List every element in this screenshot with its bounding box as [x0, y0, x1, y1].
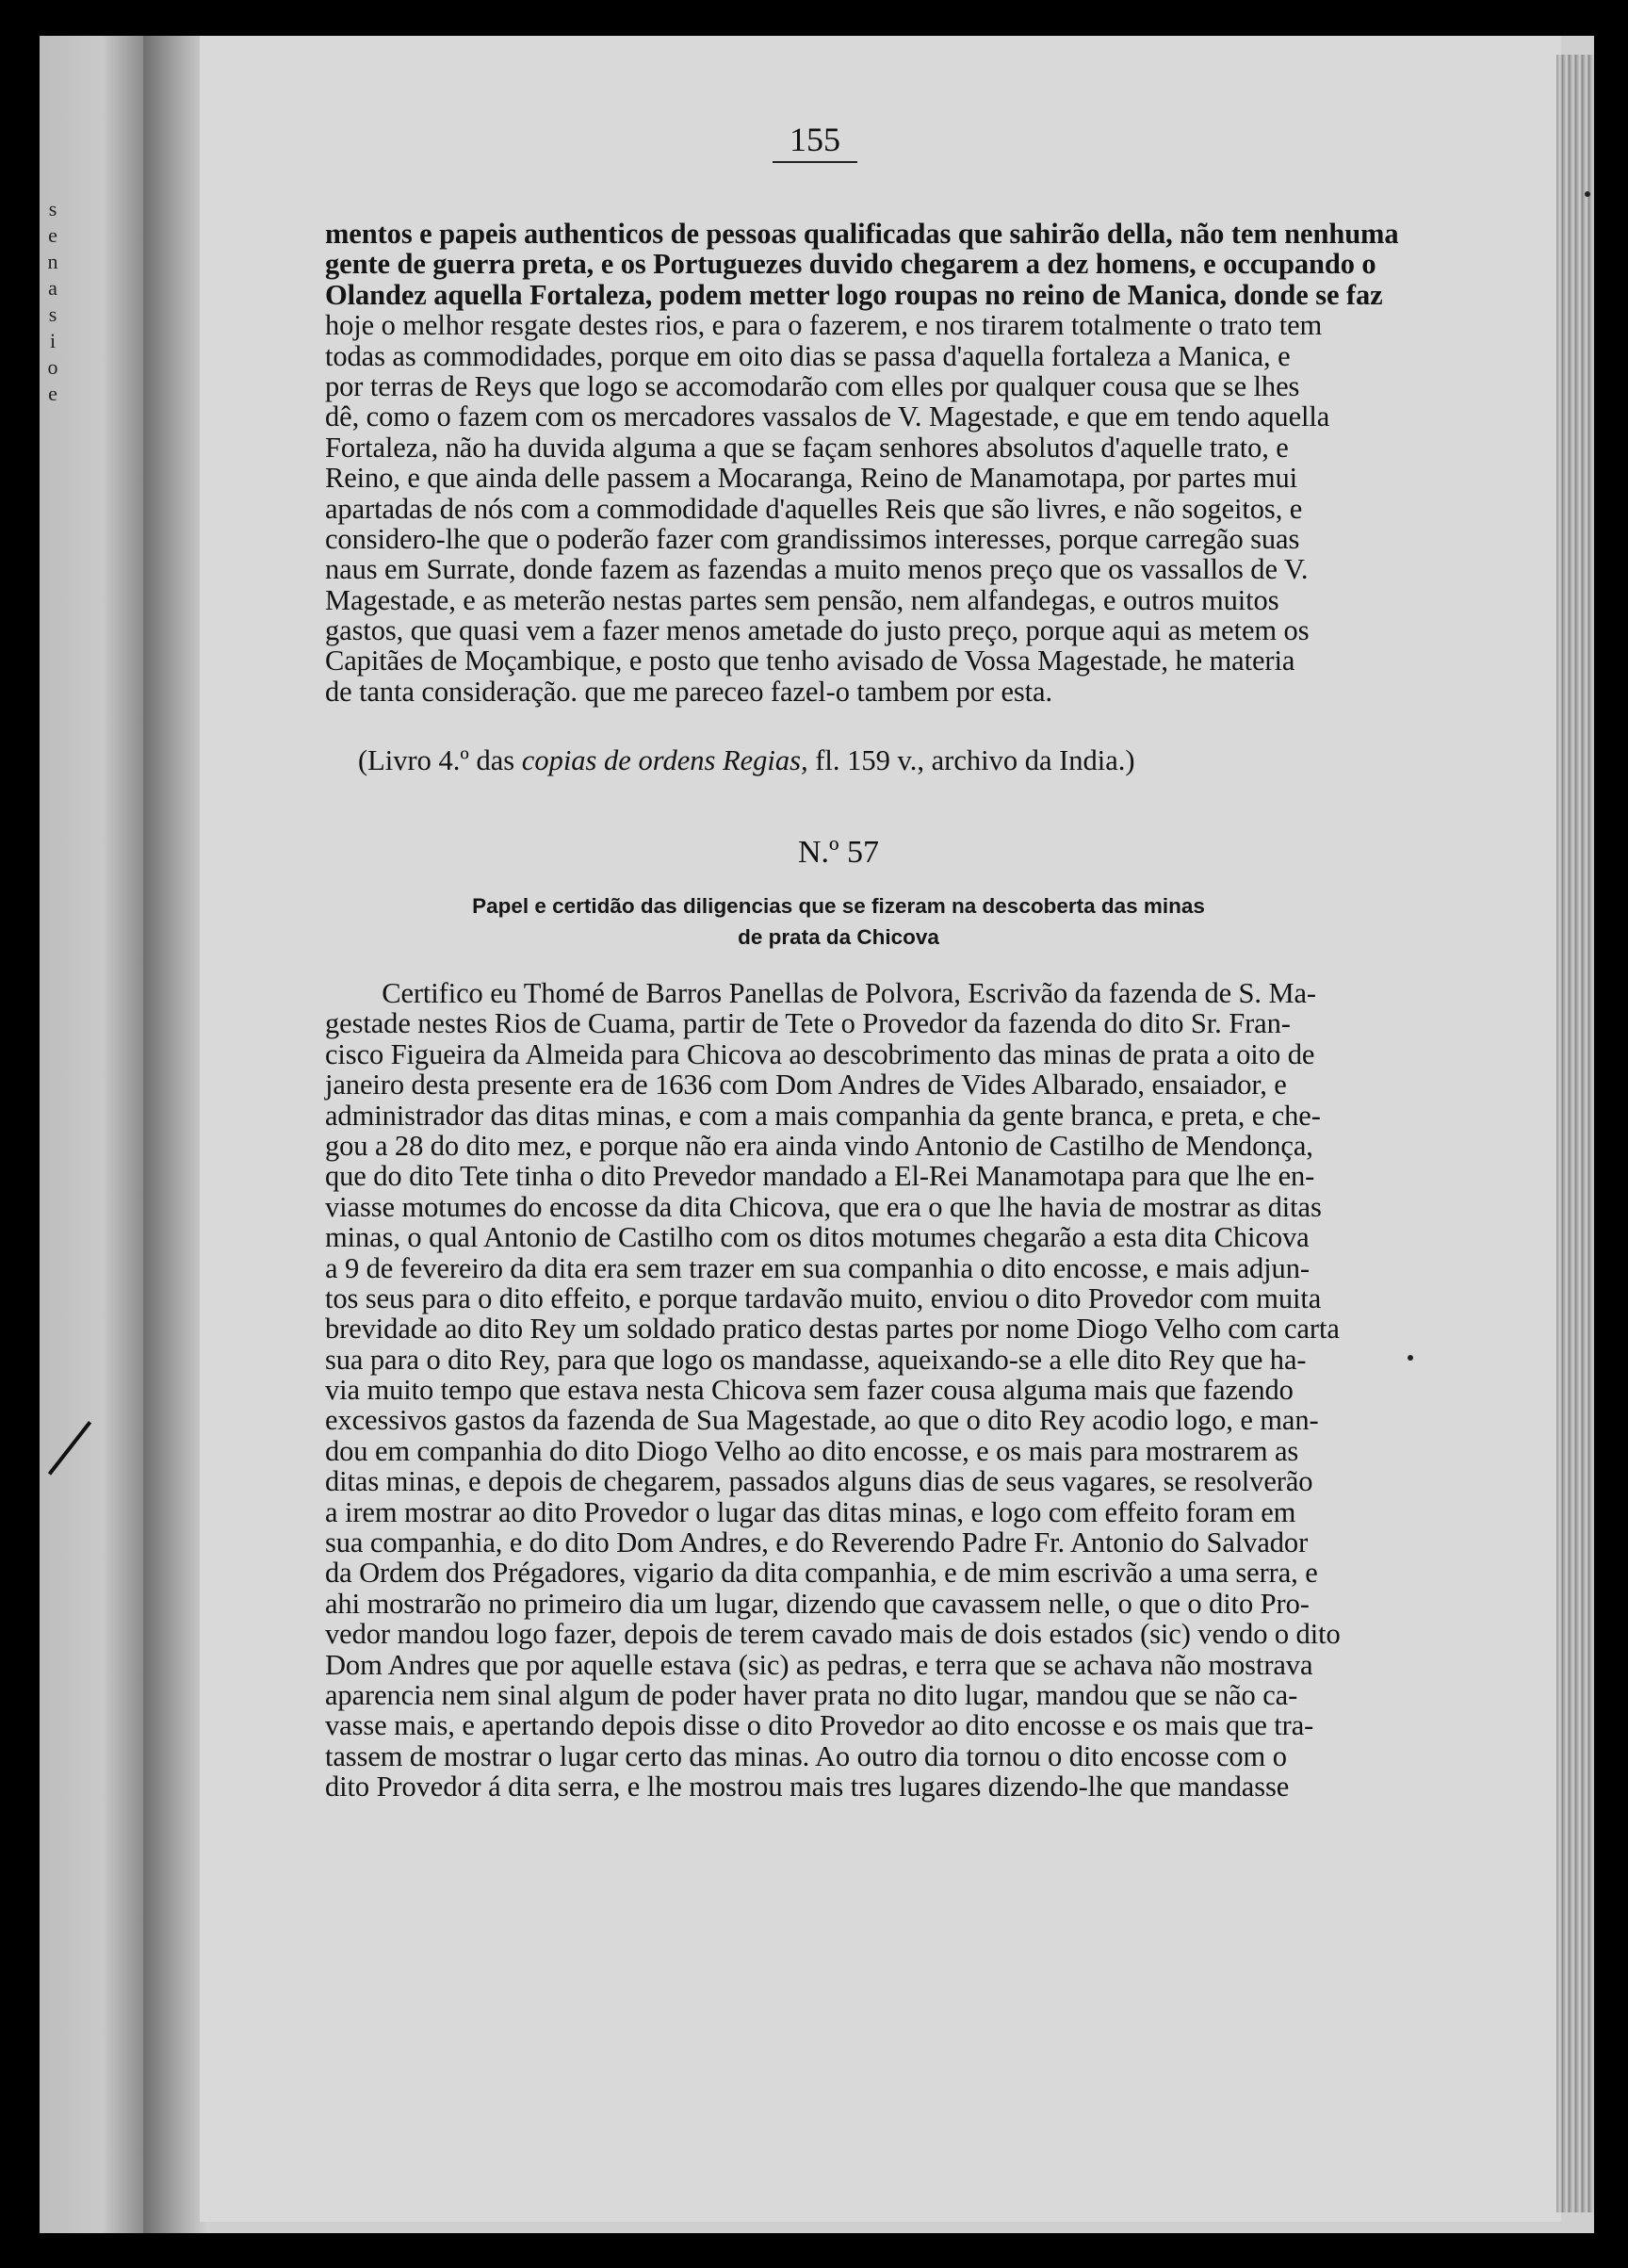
margin-letter: e [48, 382, 57, 405]
heading-line: Papel e certidão das diligencias que se fizeram na descoberta das minas [472, 894, 1205, 918]
text-line: ahi mostrarão no primeiro dia um lugar, dizendo que cavassem nelle, o que o dito Pro- [325, 1587, 1310, 1620]
document-body [325, 978, 1352, 1803]
text-line: Dom Andres que por aquelle estava (sic) as pedras, e terra que se achava não mostrava [325, 1648, 1313, 1681]
text-line: sua companhia, e do dito Dom Andres, e do Reverendo Padre Fr. Antonio do Salvador [325, 1526, 1309, 1559]
document-number: N.º 57 [797, 835, 880, 870]
scan-speck [1585, 191, 1590, 197]
margin-letter: i [49, 329, 57, 352]
text-line: cisco Figueira da Almeida para Chicova ao descobrimento das minas de prata a oito de [325, 1037, 1315, 1070]
text-line: gastos, que quasi vem a fazer menos ametade do justo preço, porque aqui as metem os [325, 614, 1310, 647]
margin-pen-stroke [48, 1421, 91, 1476]
text-line: Capitães de Moçambique, e posto que tenho avisado de Vossa Magestade, he materia [325, 645, 1295, 677]
previous-page-margin-letters [43, 196, 62, 407]
text-line: sua para o dito Rey, para que logo os mandasse, aqueixando-se a elle dito Rey que ha- [325, 1343, 1307, 1376]
text-line: mentos e papeis authenticos de pessoas qualificadas que sahirão della, não tem nenhuma [325, 218, 1399, 250]
margin-letter: n [47, 250, 58, 273]
margin-letter: a [48, 276, 57, 300]
text-line: hoje o melhor resgate destes rios, e para o fazerem, e nos tirarem totalmente o trato tem [325, 309, 1323, 342]
text-line: dou em companhia do dito Diogo Velho ao dito encosse, e os mais para mostrarem as [325, 1434, 1299, 1467]
text-line: da Ordem dos Prégadores, vigario da dita companhia, e de mim escrivão a uma serra, e [325, 1557, 1318, 1590]
page-number: 155 [773, 118, 857, 163]
text-line: minas, o qual Antonio de Castilho com os ditos motumes chegarão a esta dita Chicova [325, 1221, 1310, 1254]
text-line: vasse mais, e apertando depois disse o dito Provedor ao dito encosse e os mais que tra- [325, 1709, 1314, 1742]
text-line: apartadas de nós com a commodidade d'aquelles Reis que são livres, e não sogeitos, e [325, 492, 1303, 525]
text-line: Olandez aquella Fortaleza, podem metter logo roupas no reino de Manica, donde se faz [325, 278, 1383, 311]
text-line: via muito tempo que estava nesta Chicova sem fazer cousa alguma mais que fazendo [325, 1374, 1294, 1407]
text-line: Certifico eu Thomé de Barros Panellas de Polvora, Escrivão da fazenda de S. Ma- [325, 977, 1316, 1009]
text-line: todas as commodidades, porque em oito dias se passa d'aquella fortaleza a Manica, e [325, 339, 1291, 372]
text-line: considero-lhe que o poderão fazer com grandissimos interesses, porque carregão suas [325, 522, 1300, 555]
text-line: dito Provedor á dita serra, e lhe mostrou mais tres lugares dizendo-lhe que mandasse [325, 1770, 1290, 1803]
text-line: por terras de Reys que logo se accomodarão com elles por qualquer cousa que se lhes [325, 369, 1300, 402]
text-line: vedor mandou logo fazer, depois de terem cavado mais de dois estados (sic) vendo o dito [325, 1618, 1341, 1651]
scan-speck [1408, 1355, 1413, 1361]
text-line: administrador das ditas minas, e com a mais companhia da gente branca, e preta, e che- [325, 1099, 1321, 1132]
text-line: janeiro desta presente era de 1636 com Dom Andres de Vides Albarado, ensaiador, e [325, 1069, 1287, 1101]
margin-letter: s [48, 197, 57, 220]
text-line: a irem mostrar ao dito Provedor o lugar das ditas minas, e logo com effeito foram em [325, 1495, 1296, 1528]
margin-letter: s [48, 302, 57, 326]
heading-line: de prata da Chicova [738, 925, 939, 949]
previous-page-strip [40, 36, 143, 2233]
text-line: gestade nestes Rios de Cuama, partir de Tete o Provedor da fazenda do dito Sr. Fran- [325, 1007, 1291, 1040]
margin-letter: e [48, 223, 57, 247]
text-line: naus em Surrate, donde fazem as fazendas a muito menos preço que os vassallos de V. [325, 553, 1309, 586]
citation-title: copias de ordens Regias, [521, 744, 808, 776]
source-citation [358, 744, 1135, 776]
continued-letter-text [325, 218, 1399, 708]
text-line: aparencia nem sinal algum de poder haver prata no dito lugar, mandou que se não ca- [325, 1678, 1298, 1711]
margin-letter: o [47, 355, 58, 379]
text-line: excessivos gastos da fazenda de Sua Magestade, ao que o dito Rey acodio logo, e man- [325, 1404, 1319, 1437]
text-line: tassem de mostrar o lugar certo das minas. Ao outro dia tornou o dito encosse com o [325, 1739, 1287, 1772]
document-heading [377, 890, 1300, 953]
text-line: tos seus para o dito effeito, e porque tardavão muito, enviou o dito Provedor com muita [325, 1281, 1322, 1314]
text-line: viasse motumes do encosse da dita Chicova, que era o que lhe havia de mostrar as ditas [325, 1190, 1322, 1223]
page-stack-edge [1556, 55, 1594, 2212]
text-line: a 9 de fevereiro da dita era sem trazer em sua companhia o dito encosse, e mais adjun- [325, 1251, 1310, 1284]
text-line: dê, como o fazem com os mercadores vassalos de V. Magestade, e que em tendo aquella [325, 400, 1330, 433]
text-line: gou a 28 do dito mez, e porque não era ainda vindo Antonio de Castilho de Mendonça, [325, 1129, 1313, 1162]
text-line: Fortaleza, não ha duvida alguma a que se façam senhores absolutos d'aquelle trato, e [325, 431, 1289, 464]
text-line: de tanta consideração. que me pareceo fazel-o tambem por esta. [325, 675, 1052, 708]
text-line: brevidade ao dito Rey um soldado pratico destas partes por nome Diogo Velho com carta [325, 1313, 1340, 1346]
text-line: que do dito Tete tinha o dito Prevedor mandado a El-Rei Manamotapa para que lhe en- [325, 1160, 1315, 1193]
text-line: ditas minas, e depois de chegarem, passados alguns dias de seus vagares, se resolverão [325, 1465, 1313, 1498]
text-line: Magestade, e as meterão nestas partes sem pensão, nem alfandegas, e outros muitos [325, 583, 1279, 616]
text-line: gente de guerra preta, e os Portuguezes duvido chegarem a dez homens, e occupando o [325, 248, 1376, 281]
citation-prefix: (Livro 4.º das [358, 744, 522, 776]
text-line: Reino, e que ainda delle passem a Mocaranga, Reino de Manamotapa, por partes mui [325, 462, 1298, 495]
citation-suffix: fl. 159 v., archivo da India.) [807, 744, 1135, 776]
